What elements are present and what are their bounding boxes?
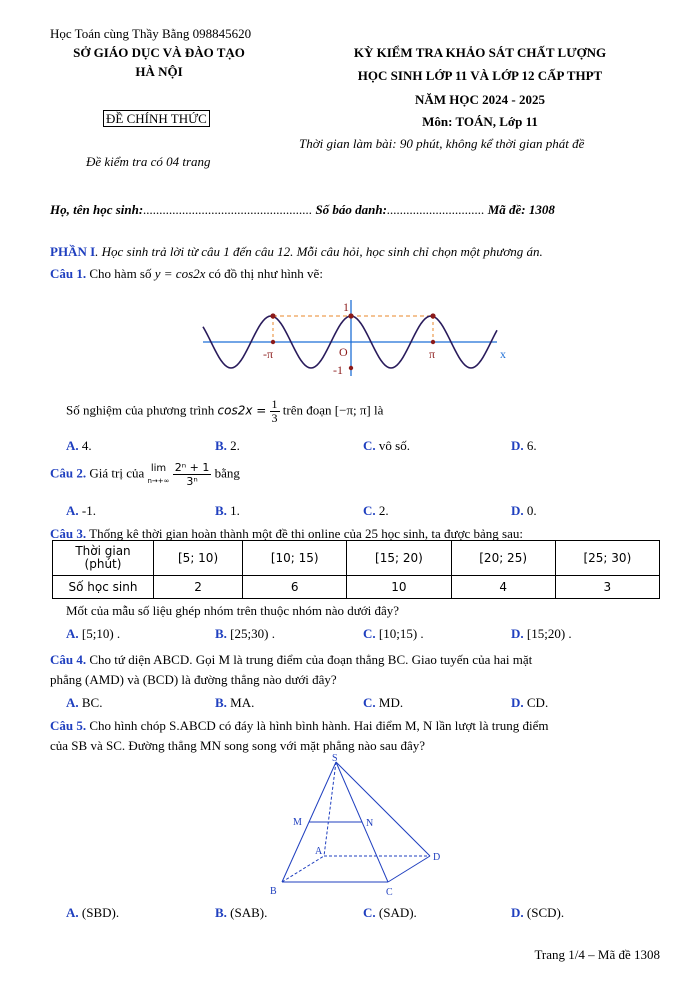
label-y-1: 1 bbox=[343, 300, 349, 314]
pyramid-figure bbox=[260, 752, 450, 898]
part1-description: . Học sinh trả lời từ câu 1 đến câu 12. Mỗi câu hỏi, học sinh chỉ chọn một phương án. bbox=[95, 244, 543, 259]
question-5 bbox=[50, 718, 549, 734]
teacher-line: Học Toán cùng Thầy Bằng 098845620 bbox=[50, 26, 252, 41]
q2-lim: lim bbox=[150, 462, 167, 474]
option-text: [5;10) . bbox=[78, 626, 121, 641]
point-neg-pi-top bbox=[270, 313, 275, 318]
option-key: D. bbox=[511, 438, 524, 453]
option-text: CD. bbox=[523, 695, 549, 710]
q2-text-a: Giá trị của bbox=[86, 465, 148, 481]
option-text: vô số. bbox=[375, 438, 410, 453]
point-neg-pi bbox=[271, 340, 275, 344]
option-key: D. bbox=[511, 626, 524, 641]
option-text: 2. bbox=[375, 503, 389, 518]
vertex-S: S bbox=[332, 753, 338, 764]
option-text: 1. bbox=[226, 503, 240, 518]
table-cell: 10 bbox=[347, 576, 451, 599]
q4-text-line-2: phẳng (AMD) và (BCD) là đường thẳng nào dưới đây? bbox=[50, 672, 337, 687]
q2-option-b[interactable] bbox=[215, 503, 240, 519]
part1-title: PHẦN I bbox=[50, 244, 96, 259]
subject: Môn: TOÁN, Lớp 11 bbox=[422, 114, 538, 129]
option-text: MA. bbox=[226, 695, 255, 710]
edge-CD bbox=[388, 856, 430, 882]
label-neg-pi: -π bbox=[263, 347, 274, 361]
student-info-line bbox=[50, 202, 555, 218]
q2-frac-num: 2ⁿ + 1 bbox=[174, 461, 210, 474]
exam-title-2: HỌC SINH LỚP 11 VÀ LỚP 12 CẤP THPT bbox=[357, 68, 603, 83]
exam-code: Mã đề: 1308 bbox=[487, 202, 555, 217]
q5-option-d[interactable] bbox=[511, 905, 564, 921]
q3-option-b[interactable] bbox=[215, 626, 275, 642]
option-key: A. bbox=[66, 438, 79, 453]
exam-time: Thời gian làm bài: 90 phút, không kể thời gian phát đề bbox=[299, 136, 585, 151]
q1-equation-line bbox=[66, 398, 383, 425]
option-key: D. bbox=[511, 503, 524, 518]
q4-text-line-1: Cho tứ diện ABCD. Gọi M là trung điểm của đoạn thẳng BC. Giao tuyến của hai mặt bbox=[86, 652, 533, 667]
id-dots[interactable]: .............................. bbox=[386, 202, 485, 217]
option-text: -1. bbox=[78, 503, 96, 518]
q4-option-a[interactable] bbox=[66, 695, 102, 711]
page-footer: Trang 1/4 – Mã đề 1308 bbox=[534, 947, 660, 962]
option-key: D. bbox=[511, 695, 524, 710]
q1-sentence-a: Số nghiệm của phương trình bbox=[66, 402, 218, 418]
question-4 bbox=[50, 652, 532, 668]
option-key: A. bbox=[66, 905, 79, 920]
label-y-minus-1: -1 bbox=[333, 363, 343, 377]
q3-text: Thống kê thời gian hoàn thành một đề thi online của 25 học sinh, ta được bảng sau: bbox=[86, 526, 523, 541]
option-key: D. bbox=[511, 905, 524, 920]
option-key: B. bbox=[215, 503, 227, 518]
option-key: C. bbox=[363, 695, 376, 710]
q4-option-d[interactable] bbox=[511, 695, 548, 711]
option-key: B. bbox=[215, 905, 227, 920]
name-label: Họ, tên học sinh: bbox=[50, 202, 144, 217]
q3-option-c[interactable] bbox=[363, 626, 424, 642]
option-key: B. bbox=[215, 626, 227, 641]
point-pi bbox=[431, 340, 435, 344]
point-M: M bbox=[293, 817, 302, 828]
option-text: (SBD). bbox=[78, 905, 120, 920]
option-key: B. bbox=[215, 695, 227, 710]
option-text: 0. bbox=[523, 503, 537, 518]
page-count: Đề kiểm tra có 04 trang bbox=[86, 154, 211, 169]
q3-label: Câu 3. bbox=[50, 526, 87, 541]
point-N: N bbox=[366, 818, 374, 829]
option-key: B. bbox=[215, 438, 227, 453]
option-key: C. bbox=[363, 438, 376, 453]
q5-option-a[interactable] bbox=[66, 905, 119, 921]
table-row bbox=[53, 576, 660, 599]
edge-SD bbox=[336, 762, 430, 856]
question-1 bbox=[50, 266, 323, 282]
q1-frac-den: 3 bbox=[271, 411, 278, 425]
time-head-1: Thời gian bbox=[75, 544, 131, 558]
q3-option-a[interactable] bbox=[66, 626, 120, 642]
table-cell: [5; 10) bbox=[154, 541, 243, 576]
q5-text-line-1: Cho hình chóp S.ABCD có đáy là hình bình hành. Hai điểm M, N lần lượt là trung điểm bbox=[86, 718, 549, 733]
table-cell: [25; 30) bbox=[555, 541, 659, 576]
q2-frac-den: 3ⁿ bbox=[186, 475, 198, 488]
q5-option-b[interactable] bbox=[215, 905, 267, 921]
q3-question: Mốt của mẫu số liệu ghép nhóm trên thuộc nhóm nào dưới đây? bbox=[66, 603, 400, 618]
table-cell: 2 bbox=[154, 576, 243, 599]
q1-text-a: Cho hàm số bbox=[86, 266, 155, 281]
q1-option-b[interactable] bbox=[215, 438, 240, 454]
department-line-2: HÀ NỘI bbox=[135, 64, 183, 79]
option-text: (SAD). bbox=[375, 905, 417, 920]
table-cell: [15; 20) bbox=[347, 541, 451, 576]
part1-heading bbox=[50, 244, 543, 260]
q2-option-a[interactable] bbox=[66, 503, 96, 519]
table-cell: 3 bbox=[555, 576, 659, 599]
table-cell: 6 bbox=[243, 576, 347, 599]
question-2 bbox=[50, 461, 240, 488]
q1-fraction bbox=[270, 398, 280, 425]
option-text: (SAB). bbox=[226, 905, 268, 920]
q1-option-d[interactable] bbox=[511, 438, 537, 454]
option-key: A. bbox=[66, 695, 79, 710]
vertex-D: D bbox=[433, 852, 441, 863]
option-text: [10;15) . bbox=[375, 626, 424, 641]
option-text: [15;20) . bbox=[523, 626, 572, 641]
time-head-2: (phút) bbox=[84, 557, 122, 571]
table-cell: [10; 15) bbox=[243, 541, 347, 576]
label-origin: O bbox=[339, 345, 348, 359]
option-text: (SCD). bbox=[523, 905, 565, 920]
exam-title-1: KỲ KIỂM TRA KHẢO SÁT CHẤT LƯỢNG bbox=[353, 45, 607, 60]
q5-option-c[interactable] bbox=[363, 905, 417, 921]
vertex-B: B bbox=[270, 886, 277, 897]
q2-option-c[interactable] bbox=[363, 503, 389, 519]
option-text: MD. bbox=[375, 695, 404, 710]
frequency-table bbox=[52, 540, 660, 599]
table-header-time bbox=[53, 541, 154, 576]
q1-option-c[interactable] bbox=[363, 438, 410, 454]
table-header-count: Số học sinh bbox=[53, 576, 154, 599]
option-text: 2. bbox=[226, 438, 240, 453]
q1-function: y = cos2x bbox=[154, 266, 206, 281]
option-text: BC. bbox=[78, 695, 103, 710]
q1-frac-num: 1 bbox=[271, 397, 278, 411]
q2-label: Câu 2. bbox=[50, 465, 87, 481]
cosine-graph bbox=[195, 296, 515, 378]
q3-option-d[interactable] bbox=[511, 626, 572, 642]
id-label: Số báo danh: bbox=[315, 202, 387, 217]
label-pi: π bbox=[429, 347, 436, 361]
q4-option-b[interactable] bbox=[215, 695, 254, 711]
option-key: A. bbox=[66, 626, 79, 641]
name-dots[interactable]: .................................................... bbox=[143, 202, 313, 217]
table-row bbox=[53, 541, 660, 576]
q1-sentence-b: trên đoạn [−π; π] là bbox=[279, 402, 384, 418]
official-badge: ĐỀ CHÍNH THỨC bbox=[103, 110, 210, 127]
q5-text-line-2: của SB và SC. Đường thẳng MN song song với mặt phẳng nào sau đây? bbox=[50, 738, 426, 753]
q1-option-a[interactable] bbox=[66, 438, 92, 454]
option-text: [25;30) . bbox=[226, 626, 275, 641]
option-text: 6. bbox=[523, 438, 537, 453]
q4-label: Câu 4. bbox=[50, 652, 87, 667]
q1-text-b: có đồ thị như hình vẽ: bbox=[205, 266, 323, 281]
q4-option-c[interactable] bbox=[363, 695, 403, 711]
table-cell: 4 bbox=[451, 576, 555, 599]
school-year: NĂM HỌC 2024 - 2025 bbox=[415, 92, 545, 107]
point-minus-one bbox=[349, 366, 353, 370]
point-pi-top bbox=[430, 313, 435, 318]
q2-text-b: bằng bbox=[211, 465, 240, 481]
q5-label: Câu 5. bbox=[50, 718, 87, 733]
table-cell: [20; 25) bbox=[451, 541, 555, 576]
vertex-C: C bbox=[386, 887, 393, 898]
option-key: C. bbox=[363, 626, 376, 641]
option-key: C. bbox=[363, 905, 376, 920]
option-text: 4. bbox=[78, 438, 92, 453]
q2-limit bbox=[148, 462, 170, 488]
q1-label: Câu 1. bbox=[50, 266, 87, 281]
option-key: C. bbox=[363, 503, 376, 518]
label-x-axis: x bbox=[500, 347, 506, 361]
q2-lim-sub: n→+∞ bbox=[147, 476, 170, 485]
q2-fraction bbox=[173, 461, 212, 488]
option-key: A. bbox=[66, 503, 79, 518]
point-zero-top bbox=[348, 313, 353, 318]
q1-equation: cos2x = bbox=[217, 403, 267, 418]
q2-option-d[interactable] bbox=[511, 503, 537, 519]
vertex-A: A bbox=[315, 846, 323, 857]
department-line-1: SỞ GIÁO DỤC VÀ ĐÀO TẠO bbox=[73, 45, 245, 60]
